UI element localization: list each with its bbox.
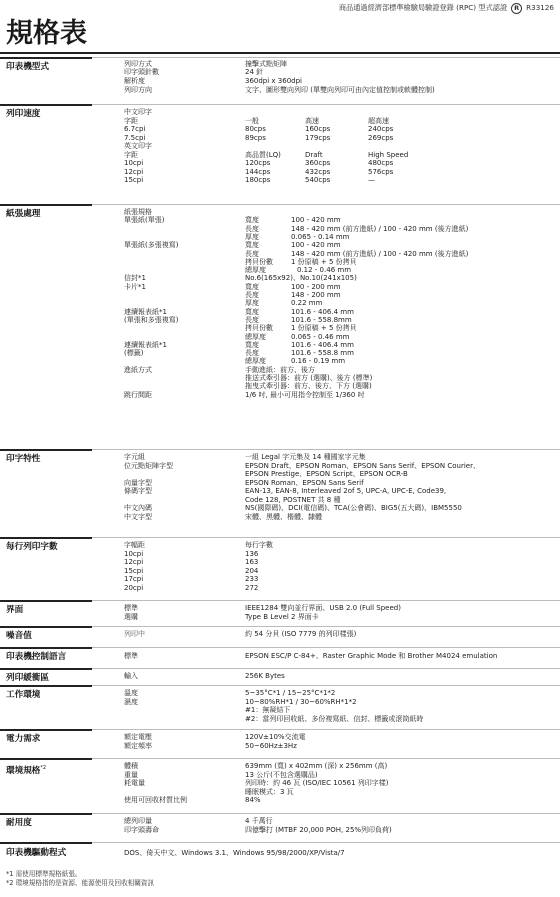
section-title: 印字特性 [6,454,41,464]
section-title: 列印緩衝區 [6,673,49,683]
certification-text: 商品通過經濟部標準檢驗局驗證登錄 (RPC) 型式認證 [338,3,508,13]
certification-number: R33126 [526,3,554,13]
section-title: 電力需求 [6,734,41,744]
section-title: 印表機控制語言 [6,652,67,662]
certification-icon: R [511,3,522,14]
section-title: 紙張處理 [6,209,41,219]
section-title: 工作環境 [6,690,41,700]
page-title: 規格表 [6,18,87,49]
footnote-marker: *2 [40,765,47,771]
footnotes [6,870,154,888]
section-title: 每行列印字數 [6,542,58,552]
section-title: 印表機驅動程式 [6,848,67,858]
section-title: 界面 [6,605,24,615]
section-title: 噪音值 [6,631,32,641]
certification-note [339,3,554,14]
footnote: *1 需使用標準規格紙張。 [6,870,82,878]
section-title: 列印速度 [6,109,41,119]
section-title: 耐用度 [6,818,32,828]
section-title: 印表機型式 [6,62,49,72]
section-title: 環境規格$^{*2}$ [6,765,47,776]
footnote: *2 環境規格指的是資源、能源使用及回收相關資訊 [6,879,155,887]
title-divider [0,52,560,54]
